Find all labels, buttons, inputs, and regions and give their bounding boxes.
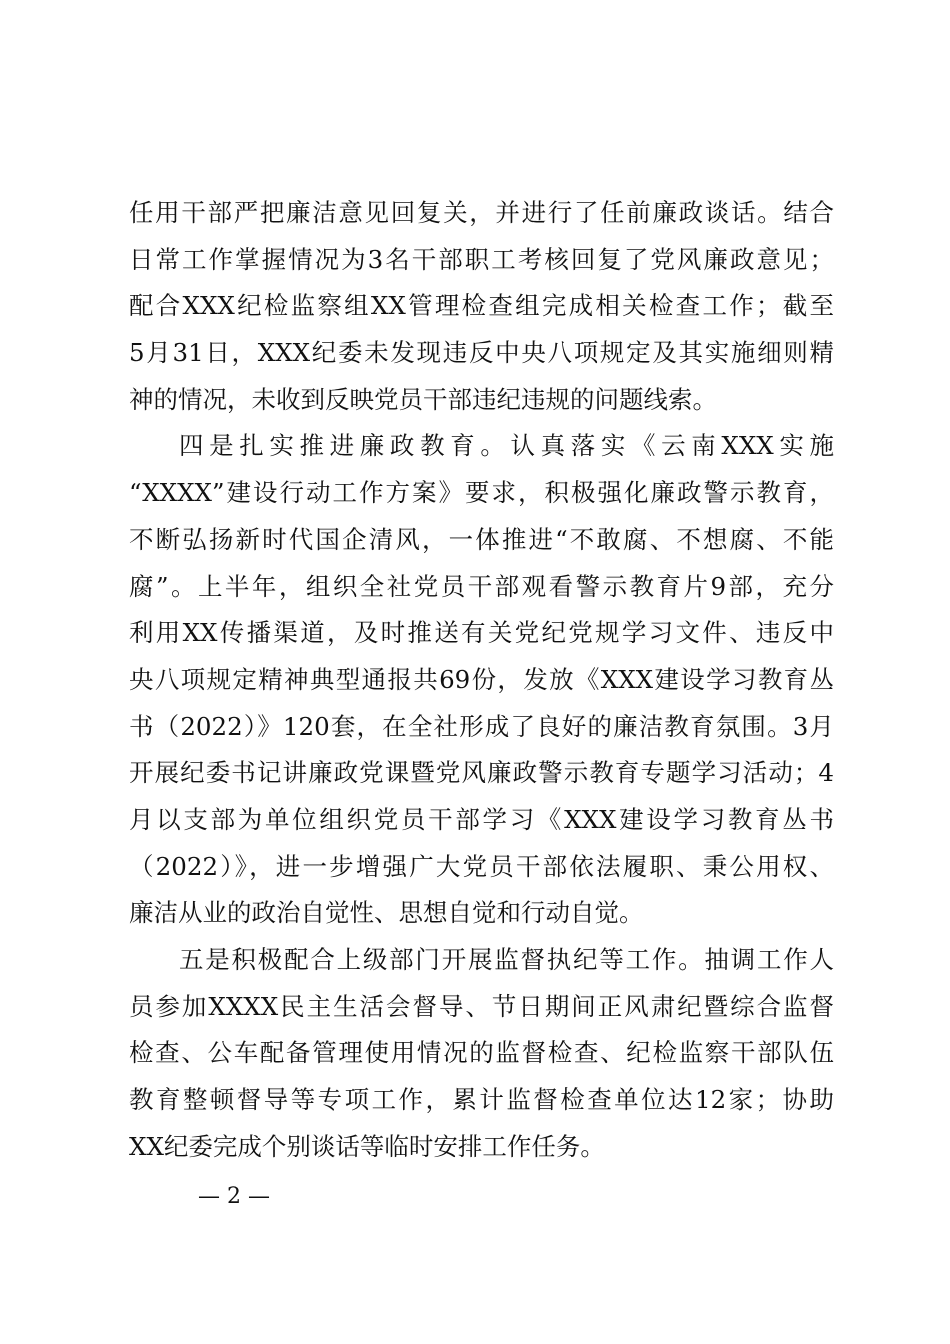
text-line: 央八项规定精神典型通报共69份，发放《XXX建设学习教育丛 (129, 664, 834, 694)
text-line: 不断弘扬新时代国企清风，一体推进“不敢腐、不想腐、不能 (129, 524, 834, 554)
text-line: XX纪委完成个别谈话等临时安排工作任务。 (129, 1131, 605, 1161)
text-line: （2022）》，进一步增强广大党员干部依法履职、秉公用权、 (129, 851, 834, 881)
page-number: — 2 — (198, 1184, 270, 1209)
paragraph-continued (129, 190, 834, 423)
text-line: 日常工作掌握情况为3名干部职工考核回复了党风廉政意见； (129, 244, 834, 274)
text-line: 书（2022）》120套，在全社形成了良好的廉洁教育氛围。3月 (129, 711, 834, 741)
body-text (129, 190, 834, 1170)
text-line: 利用XX传播渠道，及时推送有关党纪党规学习文件、违反中 (129, 618, 834, 648)
text-line: 腐”。上半年，组织全社党员干部观看警示教育片9部，充分 (129, 571, 834, 601)
text-line: 员参加XXXX民主生活会督导、节日期间正风肃纪暨综合监督 (129, 991, 834, 1021)
text-line: 四是扎实推进廉政教育。认真落实《云南XXX实施 (179, 431, 834, 461)
text-line: 廉洁从业的政治自觉性、思想自觉和行动自觉。 (129, 898, 644, 928)
text-line: 教育整顿督导等专项工作，累计监督检查单位达12家；协助 (129, 1085, 834, 1115)
text-line: 5月31日，XXX纪委未发现违反中央八项规定及其实施细则精 (129, 338, 834, 368)
text-line: 配合XXX纪检监察组XX管理检查组完成相关检查工作；截至 (129, 291, 834, 321)
text-line: 月以支部为单位组织党员干部学习《XXX建设学习教育丛书 (129, 804, 834, 834)
text-line: 神的情况，未收到反映党员干部违纪违规的问题线索。 (129, 384, 717, 414)
paragraph-four (129, 423, 834, 937)
text-line: 检查、公车配备管理使用情况的监督检查、纪检监察干部队伍 (129, 1038, 834, 1068)
text-line: 开展纪委书记讲廉政党课暨党风廉政警示教育专题学习活动；4 (129, 758, 834, 788)
paragraph-five (129, 937, 834, 1170)
text-line: “XXXX”建设行动工作方案》要求，积极强化廉政警示教育， (129, 478, 834, 508)
text-line: 五是积极配合上级部门开展监督执纪等工作。抽调工作人 (179, 945, 834, 974)
text-line: 任用干部严把廉洁意见回复关，并进行了任前廉政谈话。结合 (129, 198, 834, 227)
